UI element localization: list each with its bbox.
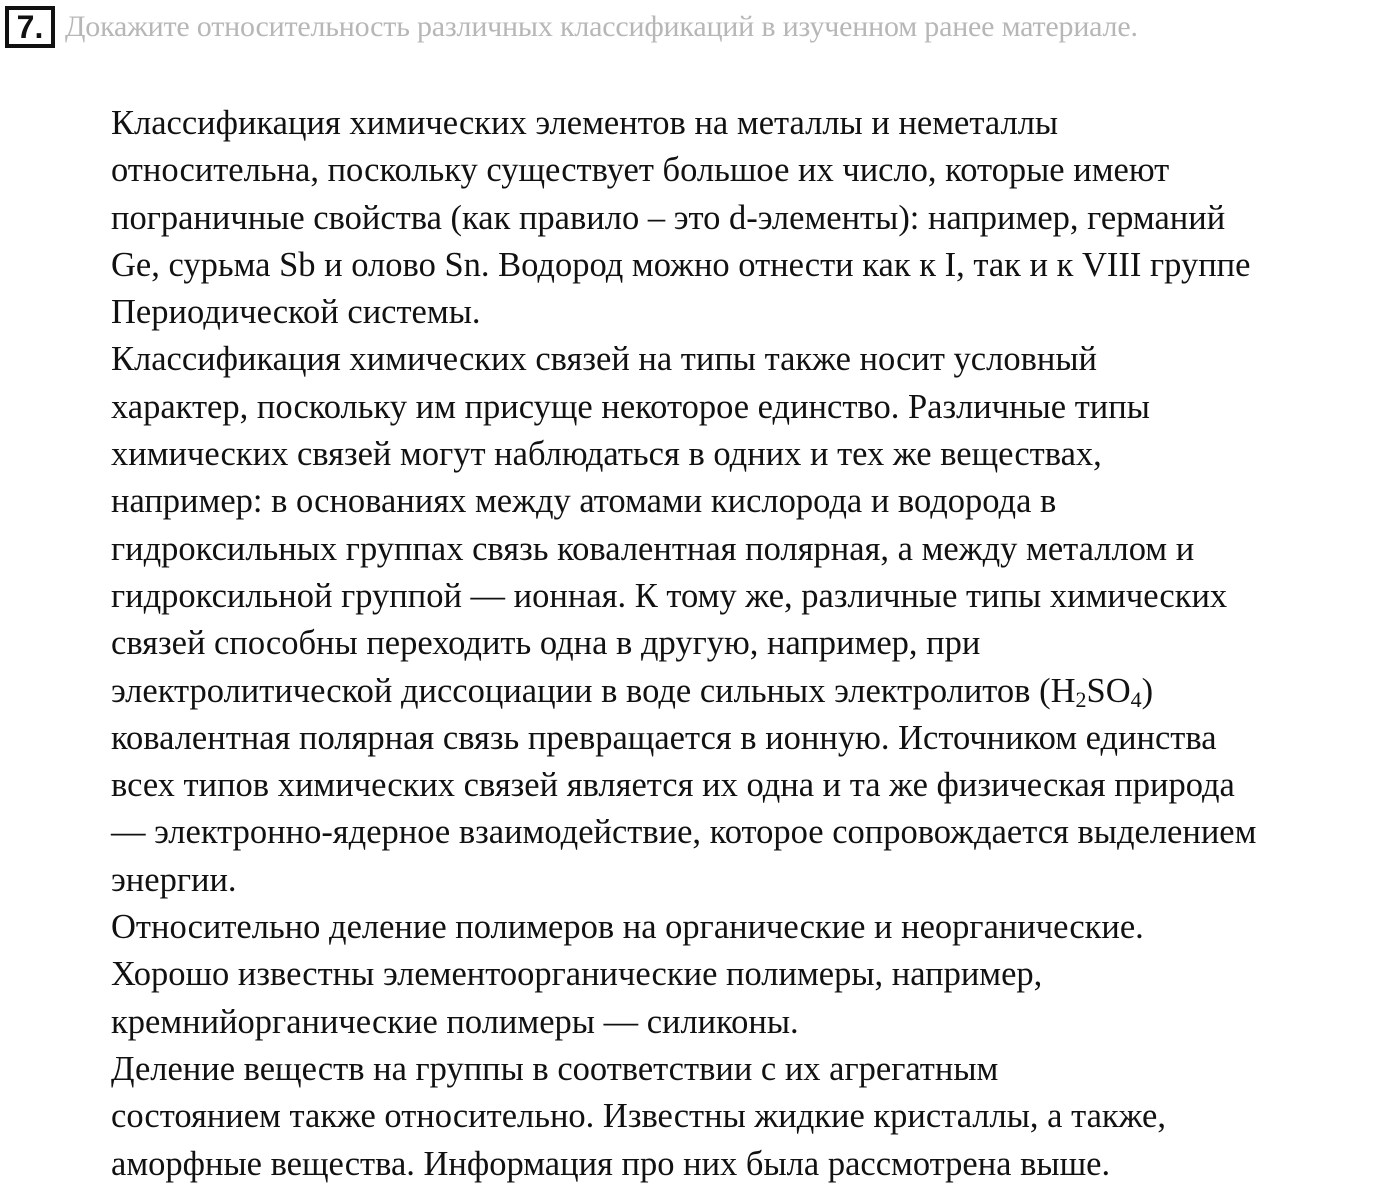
text-line: Относительно деление полимеров на органические и неорганические. — [111, 908, 1144, 947]
task-header — [5, 5, 1138, 49]
text-line: Периодической системы. — [111, 293, 481, 332]
text-line: состоянием также относительно. Известны жидкие кристаллы, а также, — [111, 1097, 1166, 1136]
text-line: кремнийорганические полимеры — силиконы. — [111, 1002, 799, 1041]
paragraph-chemical-bonds — [5, 336, 1377, 904]
text-line: связей способны переходить одна в другую, например, при — [111, 624, 981, 663]
answer-text — [5, 100, 1377, 1188]
text-line: энергии. — [111, 860, 237, 899]
text-line: Классификация химических элементов на металлы и неметаллы — [111, 104, 1059, 142]
text-line: Хорошо известны элементоорганические полимеры, например, — [111, 955, 1043, 994]
text-line: Классификация химических связей на типы также носит условный — [111, 340, 1097, 379]
text-line: Ge, сурьма Sb и олово Sn. Водород можно отнести как к I, так и к VIII группе — [111, 245, 1251, 284]
text-line: — электронно-ядерное взаимодействие, которое сопровождается выделением — [111, 813, 1257, 852]
text-line: аморфные вещества. Информация про них была рассмотрена выше. — [111, 1144, 1111, 1183]
paragraph-polymers — [5, 904, 1377, 1046]
text-line: например: в основаниях между атомами кислорода и водорода в — [111, 482, 1057, 521]
text-line: Деление веществ на группы в соответствии с их агрегатным — [111, 1049, 999, 1088]
formula-line — [5, 668, 1377, 715]
text-line: характер, поскольку им присуще некоторое единство. Различные типы — [111, 387, 1150, 426]
task-number-badge: 7. — [5, 6, 55, 48]
task-question: Докажите относительность различных классификаций в изученном ранее материале. — [65, 10, 1138, 43]
text-line: химических связей могут наблюдаться в одних и тех же веществах, — [111, 435, 1102, 474]
text-line: всех типов химических связей является их одна и та же физическая природа — [111, 766, 1235, 805]
formula-suffix: ) — [1141, 671, 1154, 710]
paragraph-metals-classification — [5, 100, 1377, 336]
text-line: относительна, поскольку существует большое их число, которые имеют — [111, 151, 1170, 190]
text-line: гидроксильных группах связь ковалентная полярная, а между металлом и — [111, 529, 1195, 568]
formula-prefix: электролитической диссоциации в воде сильных электролитов (H — [111, 671, 1076, 710]
subscript: 4 — [1130, 686, 1142, 712]
text-line: гидроксильной группой — ионная. К тому же, различные типы химических — [111, 576, 1228, 615]
formula-mid: SO — [1086, 671, 1131, 710]
subscript: 2 — [1075, 686, 1087, 712]
paragraph-aggregate-states — [5, 1046, 1377, 1188]
text-line: ковалентная полярная связь превращается в ионную. Источником единства — [111, 718, 1217, 757]
text-line: пограничные свойства (как правило – это d-элементы): например, германий — [111, 198, 1226, 237]
